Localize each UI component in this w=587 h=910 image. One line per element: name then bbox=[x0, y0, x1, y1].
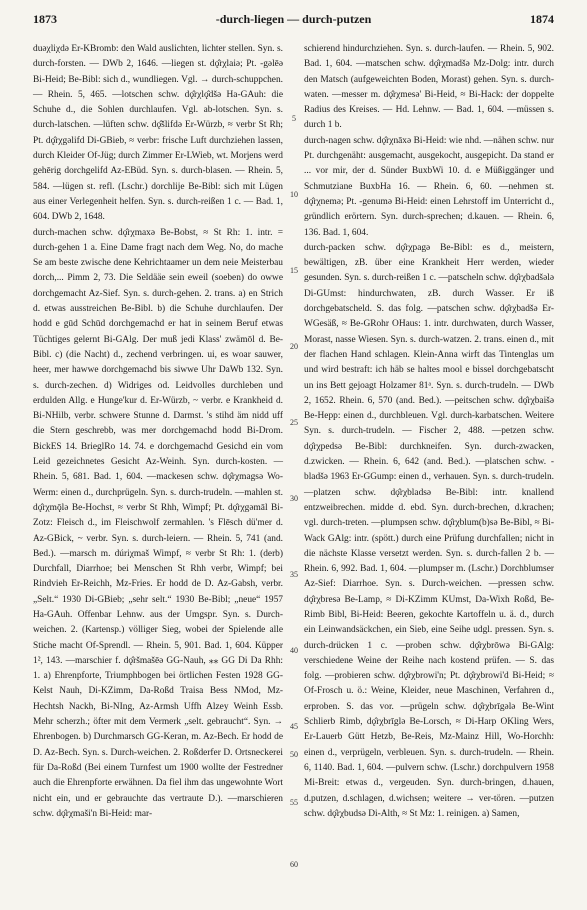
line-number: 50 bbox=[290, 750, 298, 759]
line-number: 10 bbox=[290, 190, 298, 199]
line-number: 60 bbox=[290, 860, 298, 869]
page-number-left: 1873 bbox=[33, 12, 57, 26]
line-number: 40 bbox=[290, 646, 298, 655]
line-number: 30 bbox=[290, 494, 298, 503]
page-number-right: 1874 bbox=[530, 12, 554, 26]
line-number: 20 bbox=[290, 342, 298, 351]
page-header bbox=[33, 12, 554, 30]
line-number: 5 bbox=[292, 114, 296, 123]
line-number: 55 bbox=[290, 798, 298, 807]
line-number: 15 bbox=[290, 266, 298, 275]
left-column bbox=[33, 42, 283, 822]
right-column bbox=[304, 42, 554, 822]
running-head: -durch-liegen — durch-putzen bbox=[215, 12, 372, 26]
entry-block: schierend hindurchziehen. Syn. s. durch-laufen. — Rhein. 5, 902. Bad. 1, 604. —matschen schw. dǫ̂rχmadšə Mz-Dolg: intr. durch den Matsch (aufgeweichten Boden, Morast) gehen. Syn. s. durch-waten. —messer m. dǫ̂rχmesə' Bi-Heid, ≈ Bi-Hack: der doppelte Radius des Kreises. — Hd. Lehnw. — Bad. 1, 604. —müssen s. durch 1 b. bbox=[304, 44, 554, 131]
entry-block: durch-packen schw. dǫ̂rχpagə Be-Bibl: es d., meistern, bewältigen, zB. über eine Krankheit Herr werden, wieder gesunden. Syn. s. durch-reißen 1 c. —patscheln schw. dǫ̂rχbadšələ Di-GUmst: hindurchwaten, zB. durch Wasser. Er iß dorchgebatscheld. S. das folg. —patschen schw. dǫ̂rχbadšə Er-WGesäß, ≈ Be-GRohr OHaus: 1. intr. durchwaten, durch Wasser, Morast, nasse Wiesen. Syn. s. durch-watzen. 2. trans. einen d., mit der flachen Hand schlagen. Klein-Anna wirft das Tintenglas um und wird bestraft: ich häb se haltes mool e bissel dorchgebatscht un ins Bett gejoagt Holzamer 81ᵃ. Syn. s. durch-trudeln. — DWb 2, 1652. Rhein. 6, 570 (and. Bed.). —peitschen schw. dǫ̂rχbaišə Be-Hepp: einen d., durchbleuen. Vgl. durch-karbatschen. Weitere Syn. s. durch-trudeln. — Fischer 2, 488. —petzen schw. dǫ̂rχpedsə Be-Bibl: durchkneifen. Syn. durch-zwacken, d.zwicken. — Rhein. 6, 642 (and. Bed.). —platschen schw. -bladšə 1963 Er-GGump: einen d., verhauen. Syn. s. durch-trudeln. —platzen schw. dǫ̂rχbladsə Be-Bibl: intr. knallend entzweibrechen. midde d. ebd. Syn. durch-brechen, d.krachen; vgl. durch-treten. —plumpsen schw. dǫ̂rχblum(b)sə Be-Bibl, ≈ Bi-Wack GAlg: intr. (spött.) durch eine Prüfung durchfallen; nicht in die nächste Klasse versetzt werden. Syn. s. durch-fallen 2 b. — Rhein. 6, 992. Bad. 1, 604. —plumpser m. (Lschr.) Dorchblumser Az-Sief: Diarrhoe. Syn. s. Durch-weichen. —pressen schw. dǫ̂rχbresə Be-Lamp, ≈ Di-KZimm KUmst, Da-Wixh Roßd, Be-Rimb Bibl, Bi-Heid: Beeren, gekochte Kartoffeln u. ä. d., durch ein Leinwandsäckchen, ein Sieb, eine Seihe udgl. pressen. Syn. s. durch-drücken 1 c. —proben schw. dǫ̂rχbrōwə Bi-GAlg: verschiedene Weine der Reihe nach kostend prüfen. — S. das folg. —probieren schw. dǫ̂rχbrowi'n; Pt. dǫ̂rχbrowi'd Bi-Heid; ≈ Of-Frosch u. ö.: Weine, Kleider, neue Maschinen, Verfahren d., erproben. S. das vor. —prügeln schw. dǫ̂rχbrīgələ Be-Wint Schlierb Rimb, dǫ̂rχbrīglə Be-Lorsch, ≈ Di-Harp OKling Wers, Er-Lauerb Gütt Hetzb, Be-Reis, Mz-Mainz Hill, Wo-Horchh: einen d., verprügeln, verbleuen. Syn. s. durch-trudeln. — Rhein. 6, 1140. Bad. 1, 604. —pulvern schw. (Lschr.) dorchpulvern 1958 Mi-Breit: etwas d., vergeuden. Syn. durch-bringen, d.hauen, d.putzen, d.schlagen, d.wichsen; weitere → ver-tören. —putzen schw. dǫ̂rχbudsə Di-Alth, ≈ St Mz: 1. reinigen. a) Samen, bbox=[304, 242, 554, 819]
line-number: 25 bbox=[290, 418, 298, 427]
line-number: 45 bbox=[290, 722, 298, 731]
entry-block: durch-nagen schw. dǫ̂rχnāxə Bi-Heid: wie nhd. —nähen schw. nur Pt. durchgenäht: ausgemacht, ausgekocht, ausgepicht. Da stand er ... vor mir, der d. Sünder BuxbWi 10. d. e Müßiggänger und Schmutziane BuxbHa 16. — Rhein. 6, 60. —nehmen st. dǫ̂rχnemə; Pt. -genumə Bi-Heid: einen Lehrstoff im Unterricht d., gründlich erörtern. Syn. durch-sprechen; d.kauen. — Rhein. 6, 136. Bad. 1, 604. bbox=[304, 135, 554, 238]
line-number: 35 bbox=[290, 570, 298, 579]
entry-block: durch-machen schw. dǫ̂rχmaxə Be-Bobst, ≈ St Rh: 1. intr. = durch-gehen 1 a. Eine Dame fragt nach dem Weg. No, do mache Se am beste zwische dene Kehrichtaamer un dem neie Meisterbau dorch,... Pimm 2, 73. Die Seldääe sein eweil (soeben) do owwe dorchgemacht Az-Sief. Syn. s. durch-gehen. 2. trans. a) en Strich d. etwas ausstreichen Be-Bibl. b) die Schuhe durchlaufen. Der hodd e gūd Schūd dorchgemachd er hat in seinem Beruf etwas Tüchtiges gelernt Bi-GAlg. Der muß jedi Klass' zwämōl d. Be-Bibl. c) (die Nacht) d., zechend verbringen. ui, es woar sauwer, heer, mer hawwe dorchgemachd bis siwwe Uhr DaWb 132. Syn. s. durch-zechen. d) Widriges od. Leidvolles durchleben und erdulden Allg. e Hunge'kur d. Er-Würzb, ~ verbr. e Krankheid d. Bi-NHilb, verbr. schwere Stunne d. Darmst. 's stihd äm nidd uff die Stern geschrebb, was mer dorchgemachd hodd Bi-Drom. BickES 14. BrieglRo 14. 74. e dorchgemachd Gesichd ein vom Leid gezeichnetes Gesicht Az-Weinh. Syn. durch-kosten. — Rhein. 5, 681. Bad. 1, 604. —mackesen schw. dǫ̂rχmagsə Wo-Werm: einen d., durchprügeln. Syn. s. durch-trudeln. —mahlen st. dǫ̂rχmǭlə Be-Hochst, ≈ verbr St Rhh, Wimpf; Pt. dǫ̂rχgəmāl Bi-Zotz: Fleisch d., im Fleischwolf zermahlen. 's Flēsch dü'mer d. Az-GBick, ~ verbr. Syn. s. durch-leiern. — Rhein. 5, 741 (and. Bed.). —marsch m. dúriχmaš Wimpf, ≈ verbr St Rh: 1. (derb) Durchfall, Diarrhoe; bei Menschen St Rhh verbr, Wimpf; bei Rindvieh Er-Reichh, Mz-Fries. Er hodd de D. Az-Gabsh, verbr. „Selt.“ 1930 Di-GBieb; „sehr selt.“ 1930 Be-Bibl; „neue“ 1957 Ha-GAuh. Offenbar Lehnw. aus der Umgspr. Syn. s. Durch-weichen. 2. (Kartensp.) völliger Sieg, wobei der Spielende alle Stiche macht Of-Sprendl. — Rhein. 5, 901. Bad. 1, 604. Küpper 1², 143. —marschier f. dǫ̂ršmašēə GG-Nauh, ⁎⁎ GG Di Da Rhh: 1. a) Ehrenpforte, Triumphbogen bei örtlichen Festen 1928 GG-Kelst Nauh, Di-KZimm, Da-Roßd Traisa Bess NMod, Mz-Hechtsh Nackh, Bi-NIng, Az-Armsh Uffh Alzey Weinh Essb. Mehr scherzh.; öfter mit dem Vermerk „selt. gebraucht“. Syn. → Ehrenbogen. b) Durchmarsch GG-Keran, m. Az-Bech. Er hodd de D. Az-Bech. Syn. s. Durch-weichen. 2. Roßderfer D. Ortsneckerei für Da-Roßd (Bei einem Turnfest um 1900 wollte der Festredner auch die Ehrenpforte erwähnen. Da fiel ihm das ungewohnte Wort nicht ein, und er gebrauchte das vertraute D.). —marschieren schw. dǫ̂rχmaši'n Bi-Heid: mar- bbox=[33, 227, 283, 819]
entry-block: duəχliχdə Er-KBromb: den Wald auslichten, lichter stellen. Syn. s. durch-forsten. — DWb 2, 1646. —liegen st. dǫ̂rχlaiə; Pt. -gəlēə Bi-Heid; Be-Bibl: sich d., wundliegen. Vgl. → durch-schuppchen. — Rhein. 5, 465. —lotschen schw. dǫ̂rχlǫ̂dšə Ha-GAuh: die Schuhe d., die Sohlen durchlaufen. Vgl. ab-lotschen. Syn. s. durch-latschen. —lüften schw. dǫ̂šlifdə Er-Würzb, ≈ verbr St Rh; Pt. dǫ̂rχgəlifd Di-GBieb, ≈ verbr: frische Luft durchziehen lassen, durch Kleider Of-Jüg; durch Zimmer Er-LWieb, wt. Morjens werd gehērig dorchgelifd Az-EBüd. Syn. s. durch-blasen. — Rhein. 5, 584. —lügen st. refl. (Lschr.) dorchlije Be-Bibl: sich mit Lügen aus einer Verlegenheit helfen. Syn. s. durch-reißen 1 c. — Bad. 1, 604. DWb 2, 1648. bbox=[33, 44, 283, 223]
